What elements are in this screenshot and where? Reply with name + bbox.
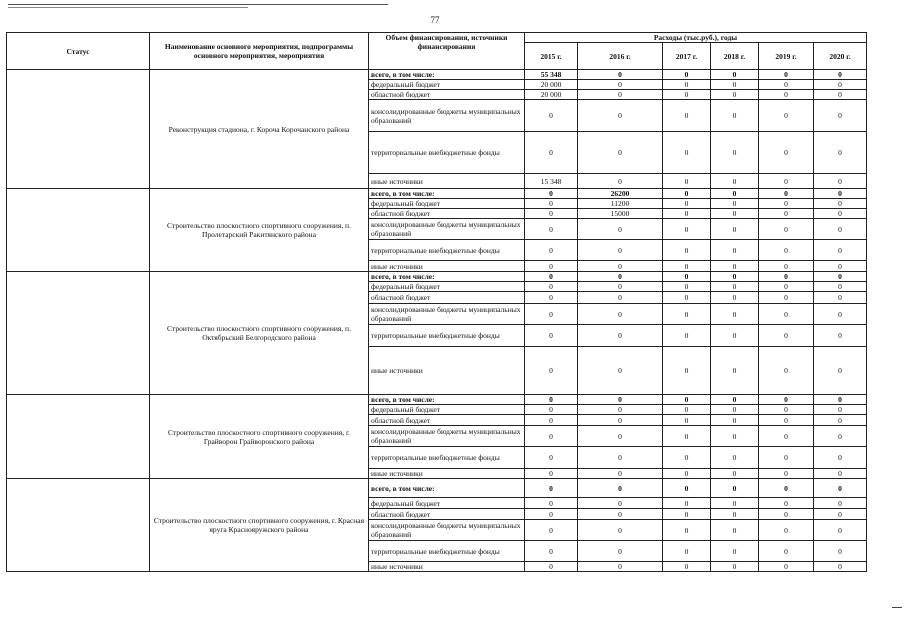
status-cell [7, 479, 150, 572]
amount-cell: 0 [759, 426, 814, 447]
col-year: 2018 г. [711, 43, 759, 70]
amount-cell: 0 [663, 199, 711, 209]
amount-cell: 0 [814, 447, 867, 469]
amount-cell: 0 [525, 272, 578, 282]
amount-cell: 0 [759, 174, 814, 189]
amount-cell: 0 [525, 541, 578, 562]
amount-cell: 0 [759, 562, 814, 572]
amount-cell: 0 [759, 405, 814, 415]
amount-cell: 0 [663, 100, 711, 132]
amount-cell: 0 [663, 405, 711, 415]
margin-mark [892, 607, 902, 608]
amount-cell: 0 [711, 261, 759, 272]
amount-cell: 0 [711, 562, 759, 572]
amount-cell: 0 [814, 562, 867, 572]
amount-cell: 0 [814, 132, 867, 174]
amount-cell: 0 [711, 498, 759, 509]
amount-cell: 0 [814, 282, 867, 292]
amount-cell: 0 [525, 292, 578, 304]
amount-cell: 0 [711, 199, 759, 209]
amount-cell: 0 [711, 219, 759, 240]
amount-cell: 0 [525, 469, 578, 479]
amount-cell: 0 [711, 70, 759, 80]
table-row [7, 70, 867, 80]
page-number: 77 [430, 15, 440, 25]
funding-source-cell: консолидированные бюджеты муниципальных образований [369, 520, 525, 541]
amount-cell: 0 [814, 520, 867, 541]
amount-cell: 0 [578, 347, 663, 395]
amount-cell: 0 [663, 479, 711, 498]
amount-cell: 0 [759, 100, 814, 132]
amount-cell: 0 [525, 447, 578, 469]
amount-cell: 0 [663, 562, 711, 572]
amount-cell: 0 [525, 304, 578, 325]
col-year: 2017 г. [663, 43, 711, 70]
amount-cell: 0 [814, 541, 867, 562]
status-cell [7, 189, 150, 272]
amount-cell: 0 [525, 426, 578, 447]
amount-cell: 0 [814, 70, 867, 80]
amount-cell: 0 [525, 189, 578, 199]
project-name-cell: Строительство плоскостного спортивного сооружения, п. Пролетарский Ракитянского района [150, 189, 369, 272]
amount-cell: 0 [814, 479, 867, 498]
amount-cell: 0 [525, 240, 578, 261]
funding-source-cell: всего, в том числе: [369, 70, 525, 80]
funding-source-cell: федеральный бюджет [369, 282, 525, 292]
amount-cell: 0 [578, 479, 663, 498]
table-row [7, 189, 867, 199]
amount-cell: 0 [759, 80, 814, 90]
funding-source-cell: федеральный бюджет [369, 405, 525, 415]
amount-cell: 0 [711, 272, 759, 282]
amount-cell: 0 [578, 100, 663, 132]
amount-cell: 0 [814, 292, 867, 304]
amount-cell: 0 [578, 541, 663, 562]
amount-cell: 0 [711, 292, 759, 304]
amount-cell: 0 [578, 174, 663, 189]
table-row [7, 395, 867, 405]
amount-cell: 0 [711, 347, 759, 395]
amount-cell: 0 [759, 70, 814, 80]
amount-cell: 0 [759, 292, 814, 304]
amount-cell: 0 [663, 325, 711, 347]
amount-cell: 0 [663, 189, 711, 199]
amount-cell: 0 [814, 100, 867, 132]
header-rule [8, 4, 388, 5]
amount-cell: 0 [578, 469, 663, 479]
funding-source-cell: территориальные внебюджетные фонды [369, 447, 525, 469]
amount-cell: 0 [578, 261, 663, 272]
funding-source-cell: иные источники [369, 347, 525, 395]
funding-source-cell: иные источники [369, 469, 525, 479]
amount-cell: 0 [711, 90, 759, 100]
amount-cell: 0 [711, 209, 759, 219]
amount-cell: 0 [759, 209, 814, 219]
amount-cell: 0 [814, 80, 867, 90]
amount-cell: 0 [814, 261, 867, 272]
amount-cell: 0 [578, 509, 663, 520]
amount-cell: 0 [578, 282, 663, 292]
col-source: Объем финансирования, источники финансирования [369, 33, 525, 70]
funding-source-cell: федеральный бюджет [369, 80, 525, 90]
amount-cell: 0 [759, 415, 814, 426]
amount-cell: 0 [525, 509, 578, 520]
funding-source-cell: консолидированные бюджеты муниципальных образований [369, 426, 525, 447]
table-row [7, 272, 867, 282]
amount-cell: 0 [578, 395, 663, 405]
funding-source-cell: консолидированные бюджеты муниципальных образований [369, 100, 525, 132]
amount-cell: 20 000 [525, 80, 578, 90]
amount-cell: 0 [759, 272, 814, 282]
col-year: 2019 г. [759, 43, 814, 70]
funding-source-cell: федеральный бюджет [369, 498, 525, 509]
amount-cell: 0 [759, 261, 814, 272]
amount-cell: 0 [663, 498, 711, 509]
amount-cell: 0 [578, 498, 663, 509]
amount-cell: 0 [525, 132, 578, 174]
amount-cell: 0 [578, 304, 663, 325]
funding-source-cell: областной бюджет [369, 90, 525, 100]
funding-source-cell: территориальные внебюджетные фонды [369, 132, 525, 174]
funding-source-cell: территориальные внебюджетные фонды [369, 240, 525, 261]
amount-cell: 0 [759, 282, 814, 292]
amount-cell: 0 [578, 562, 663, 572]
amount-cell: 0 [711, 509, 759, 520]
amount-cell: 0 [663, 174, 711, 189]
amount-cell: 0 [711, 189, 759, 199]
funding-source-cell: территориальные внебюджетные фонды [369, 325, 525, 347]
amount-cell: 0 [814, 219, 867, 240]
col-name: Наименование основного мероприятия, подпрограммы основного мероприятия, мероприятия [150, 33, 369, 70]
amount-cell: 0 [525, 209, 578, 219]
amount-cell: 0 [663, 90, 711, 100]
amount-cell: 0 [525, 479, 578, 498]
amount-cell: 0 [663, 219, 711, 240]
amount-cell: 0 [814, 509, 867, 520]
amount-cell: 0 [814, 240, 867, 261]
amount-cell: 0 [578, 325, 663, 347]
amount-cell: 11200 [578, 199, 663, 209]
col-year: 2020 г. [814, 43, 867, 70]
funding-source-cell: иные источники [369, 562, 525, 572]
amount-cell: 0 [578, 520, 663, 541]
amount-cell: 0 [814, 347, 867, 395]
amount-cell: 0 [759, 479, 814, 498]
amount-cell: 15000 [578, 209, 663, 219]
amount-cell: 0 [711, 304, 759, 325]
amount-cell: 0 [578, 426, 663, 447]
amount-cell: 0 [578, 447, 663, 469]
funding-source-cell: областной бюджет [369, 209, 525, 219]
amount-cell: 0 [711, 447, 759, 469]
amount-cell: 0 [663, 272, 711, 282]
amount-cell: 0 [814, 90, 867, 100]
amount-cell: 0 [759, 520, 814, 541]
amount-cell: 0 [814, 325, 867, 347]
amount-cell: 0 [814, 189, 867, 199]
amount-cell: 0 [759, 189, 814, 199]
amount-cell: 0 [578, 240, 663, 261]
amount-cell: 0 [711, 469, 759, 479]
amount-cell: 55 348 [525, 70, 578, 80]
amount-cell: 0 [759, 199, 814, 209]
amount-cell: 0 [525, 325, 578, 347]
amount-cell: 0 [663, 395, 711, 405]
amount-cell: 0 [814, 415, 867, 426]
amount-cell: 0 [663, 447, 711, 469]
amount-cell: 0 [663, 240, 711, 261]
funding-source-cell: консолидированные бюджеты муниципальных образований [369, 219, 525, 240]
funding-source-cell: всего, в том числе: [369, 189, 525, 199]
amount-cell: 0 [814, 304, 867, 325]
amount-cell: 0 [525, 498, 578, 509]
funding-source-cell: всего, в том числе: [369, 479, 525, 498]
amount-cell: 0 [759, 347, 814, 395]
project-name-cell: Строительство плоскостного спортивного сооружения, п. Октябрьский Белгородского района [150, 272, 369, 395]
amount-cell: 0 [711, 405, 759, 415]
amount-cell: 0 [814, 469, 867, 479]
amount-cell: 0 [663, 282, 711, 292]
amount-cell: 20 000 [525, 90, 578, 100]
amount-cell: 0 [759, 90, 814, 100]
amount-cell: 0 [663, 426, 711, 447]
amount-cell: 15 348 [525, 174, 578, 189]
amount-cell: 0 [759, 498, 814, 509]
amount-cell: 0 [525, 405, 578, 415]
amount-cell: 0 [711, 426, 759, 447]
amount-cell: 0 [711, 240, 759, 261]
funding-source-cell: областной бюджет [369, 509, 525, 520]
amount-cell: 0 [711, 520, 759, 541]
funding-source-cell: консолидированные бюджеты муниципальных образований [369, 304, 525, 325]
amount-cell: 0 [711, 174, 759, 189]
amount-cell: 0 [663, 347, 711, 395]
col-year: 2015 г. [525, 43, 578, 70]
amount-cell: 0 [711, 541, 759, 562]
amount-cell: 0 [663, 541, 711, 562]
amount-cell: 0 [814, 395, 867, 405]
amount-cell: 0 [525, 520, 578, 541]
amount-cell: 0 [578, 132, 663, 174]
amount-cell: 0 [711, 395, 759, 405]
amount-cell: 0 [578, 219, 663, 240]
amount-cell: 0 [663, 520, 711, 541]
amount-cell: 0 [525, 347, 578, 395]
amount-cell: 0 [759, 395, 814, 405]
amount-cell: 0 [711, 282, 759, 292]
amount-cell: 0 [711, 325, 759, 347]
amount-cell: 0 [525, 562, 578, 572]
amount-cell: 26200 [578, 189, 663, 199]
amount-cell: 0 [663, 304, 711, 325]
col-status: Статус [7, 33, 150, 70]
amount-cell: 0 [711, 100, 759, 132]
amount-cell: 0 [663, 80, 711, 90]
amount-cell: 0 [711, 479, 759, 498]
amount-cell: 0 [663, 469, 711, 479]
amount-cell: 0 [578, 70, 663, 80]
amount-cell: 0 [525, 261, 578, 272]
amount-cell: 0 [578, 90, 663, 100]
amount-cell: 0 [814, 174, 867, 189]
funding-source-cell: всего, в том числе: [369, 395, 525, 405]
amount-cell: 0 [759, 240, 814, 261]
amount-cell: 0 [578, 272, 663, 282]
amount-cell: 0 [663, 415, 711, 426]
amount-cell: 0 [814, 209, 867, 219]
amount-cell: 0 [525, 395, 578, 405]
funding-source-cell: иные источники [369, 261, 525, 272]
table-row [7, 479, 867, 498]
amount-cell: 0 [711, 132, 759, 174]
amount-cell: 0 [525, 282, 578, 292]
amount-cell: 0 [759, 219, 814, 240]
project-name-cell: Строительство плоскостного спортивного сооружения, г. Красная яруга Краснояружского района [150, 479, 369, 572]
amount-cell: 0 [759, 325, 814, 347]
status-cell [7, 272, 150, 395]
amount-cell: 0 [759, 447, 814, 469]
project-name-cell: Реконструкция стадиона, г. Короча Корочанского района [150, 70, 369, 189]
financing-table [6, 32, 867, 572]
funding-source-cell: областной бюджет [369, 292, 525, 304]
col-expenses: Расходы (тыс.руб.), годы [525, 33, 867, 43]
amount-cell: 0 [814, 272, 867, 282]
amount-cell: 0 [759, 304, 814, 325]
status-cell [7, 395, 150, 479]
amount-cell: 0 [663, 209, 711, 219]
amount-cell: 0 [759, 469, 814, 479]
amount-cell: 0 [814, 498, 867, 509]
amount-cell: 0 [759, 509, 814, 520]
status-cell [7, 70, 150, 189]
amount-cell: 0 [525, 199, 578, 209]
amount-cell: 0 [759, 541, 814, 562]
funding-source-cell: областной бюджет [369, 415, 525, 426]
amount-cell: 0 [814, 199, 867, 209]
col-year: 2016 г. [578, 43, 663, 70]
amount-cell: 0 [663, 70, 711, 80]
amount-cell: 0 [578, 405, 663, 415]
amount-cell: 0 [525, 219, 578, 240]
amount-cell: 0 [711, 80, 759, 90]
amount-cell: 0 [711, 415, 759, 426]
amount-cell: 0 [663, 261, 711, 272]
project-name-cell: Строительство плоскостного спортивного сооружения, г. Грайворон Грайворонского района [150, 395, 369, 479]
header-rule-secondary [8, 7, 248, 8]
amount-cell: 0 [814, 405, 867, 415]
table-body [7, 70, 867, 572]
amount-cell: 0 [663, 132, 711, 174]
funding-source-cell: иные источники [369, 174, 525, 189]
amount-cell: 0 [759, 132, 814, 174]
amount-cell: 0 [578, 292, 663, 304]
funding-source-cell: всего, в том числе: [369, 272, 525, 282]
amount-cell: 0 [814, 426, 867, 447]
amount-cell: 0 [525, 100, 578, 132]
funding-source-cell: территориальные внебюджетные фонды [369, 541, 525, 562]
amount-cell: 0 [525, 415, 578, 426]
amount-cell: 0 [578, 80, 663, 90]
amount-cell: 0 [663, 292, 711, 304]
funding-source-cell: федеральный бюджет [369, 199, 525, 209]
amount-cell: 0 [578, 415, 663, 426]
amount-cell: 0 [663, 509, 711, 520]
